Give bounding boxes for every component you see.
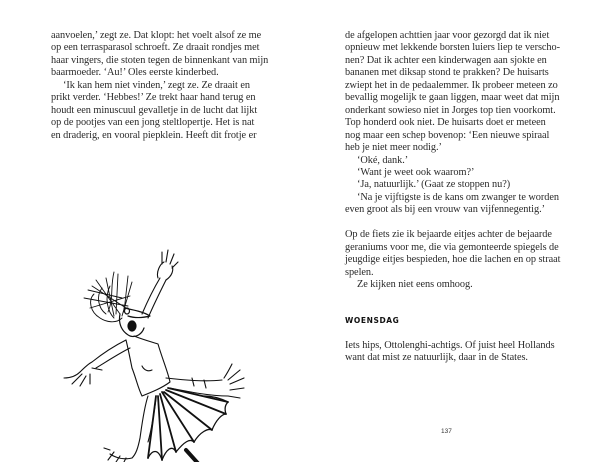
umbrella bbox=[148, 388, 228, 462]
face bbox=[119, 308, 150, 337]
text-line: ‘Oké, dank.’ bbox=[357, 154, 409, 166]
text-line: nog maar een schep bovenop: ‘Een nieuwe spiraal bbox=[345, 129, 550, 141]
right-page bbox=[300, 0, 600, 462]
text-line: spelen. bbox=[345, 266, 374, 278]
section-text bbox=[345, 340, 555, 365]
raised-arm bbox=[142, 250, 178, 318]
text-line: baarmoeder. ‘Au!’ Oles eerste kinderbed. bbox=[51, 67, 219, 79]
page-number: 137 bbox=[441, 428, 452, 435]
text-line: en draderig, en vooral piepklein. Heeft dit frotje er bbox=[51, 129, 257, 141]
text-line: onderkant sowieso niet in Jorges top tien voorkomt. bbox=[345, 104, 556, 116]
text-line: geraniums voor me, die via gemonteerde spiegels de bbox=[345, 241, 559, 253]
text-line: Top honderd ook niet. De huisarts doet er meteen bbox=[345, 117, 546, 129]
text-line: op de pootjes van een jong steltlopertje. Het is nat bbox=[51, 117, 255, 129]
text-line: ‘Ja, natuurlijk.’ (Gaat ze stoppen nu?) bbox=[357, 179, 511, 191]
extended-leg bbox=[166, 364, 244, 398]
text-line: bevallig mogelijk te gaan liggen, maar weet dat mijn bbox=[345, 92, 560, 104]
text-line: opnieuw met lekkende borsten luiers liep te verscho- bbox=[345, 42, 560, 54]
paragraph-gap bbox=[345, 217, 547, 229]
text-line: zwiept het in de pedaalemmer. Ik probeer meteen zo bbox=[345, 79, 558, 91]
text-line: op een terrasparasol schroeft. Ze draait rondjes met bbox=[51, 42, 260, 54]
illustration-woman-umbrella bbox=[44, 228, 259, 462]
text-line: aanvoelen,’ zegt ze. Dat klopt: het voelt alsof ze me bbox=[51, 30, 262, 41]
text-line: ‘Ik kan hem niet vinden,’ zegt ze. Ze draait en bbox=[63, 79, 251, 91]
right-page-text bbox=[345, 30, 561, 292]
text-line: Ze kijken niet eens omhoog. bbox=[357, 279, 473, 291]
text-line: houdt een minuscuul gevalletje in de lucht dat lijkt bbox=[51, 104, 258, 116]
text-line: Op de fiets zie ik bejaarde eitjes achter de bejaarde bbox=[345, 229, 552, 241]
left-page-text bbox=[51, 30, 269, 142]
text-line: ‘Na je vijftigste is de kans om zwanger te worden bbox=[357, 191, 559, 203]
text-line: heb je niet meer nodig.’ bbox=[345, 142, 442, 154]
section-heading: WOENSDAG bbox=[345, 316, 400, 325]
text-line: want dat mist ze natuurlijk, daar in de States. bbox=[345, 352, 528, 364]
hair-scribble bbox=[84, 272, 132, 322]
text-line: prikt verder. ‘Hebbes!’ Ze trekt haar hand terug en bbox=[51, 92, 256, 104]
text-line: nen? Dat ik achter een kinderwagen aan sjokte en bbox=[345, 54, 547, 66]
text-line: de afgelopen achttien jaar voor gezorgd dat ik niet bbox=[345, 30, 550, 41]
text-line: jeugdige eitjes bespieden, hoe die lachen en op straat bbox=[345, 254, 561, 266]
text-line: Iets hips, Ottolenghi-achtigs. Of juist heel Hollands bbox=[345, 340, 555, 351]
torso bbox=[126, 336, 170, 396]
left-arm bbox=[64, 340, 130, 386]
text-line: ‘Want je weet ook waarom?’ bbox=[357, 166, 475, 178]
text-line: haar vingers, die stoten tegen de binnenkant van mijn bbox=[51, 54, 269, 66]
text-line: even groot als bij een vrouw van vijfennegentig.’ bbox=[345, 204, 545, 216]
text-line: bananen met diksap stond te prakken? De huisarts bbox=[345, 67, 549, 79]
